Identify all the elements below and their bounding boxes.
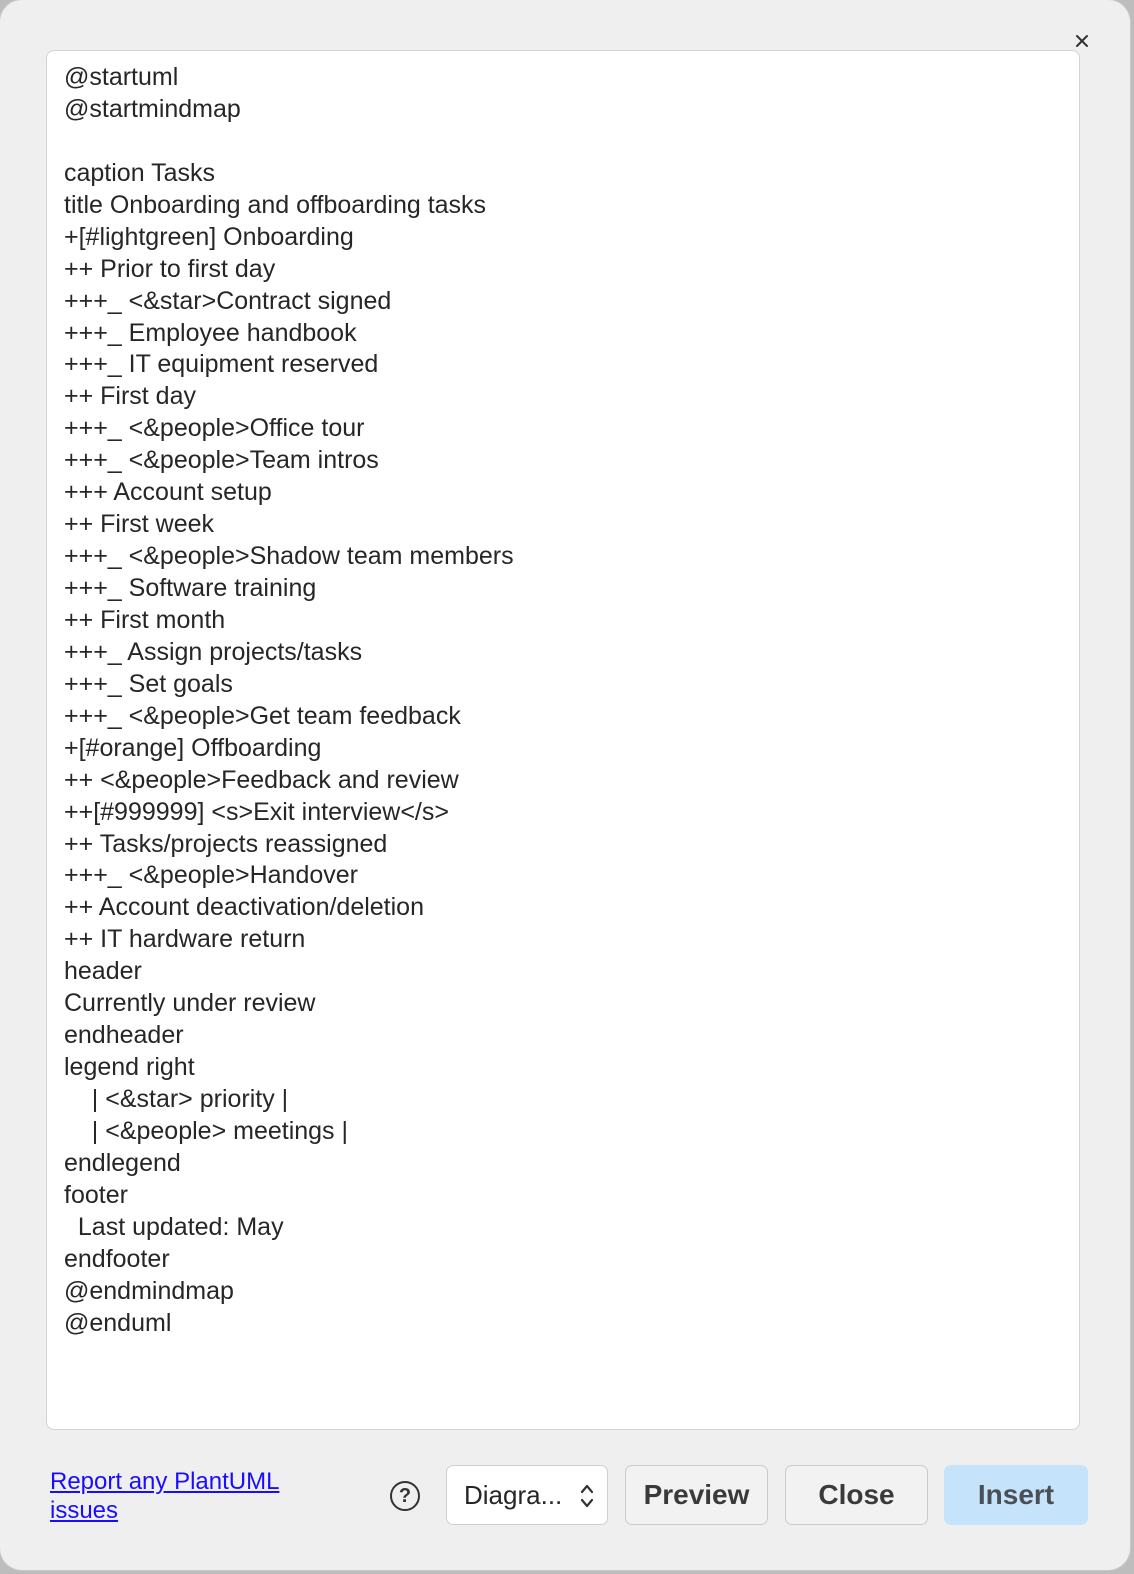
code-line: | <&people> meetings | [64, 1116, 348, 1145]
code-line: +++_ <&people>Team intros [64, 446, 379, 475]
chevron-up-down-icon [579, 1482, 595, 1510]
code-line: ++ First day [64, 382, 196, 411]
report-issues-link[interactable]: Report any PlantUML issues [50, 1468, 280, 1524]
code-line: endfooter [64, 1244, 170, 1273]
diagram-type-select[interactable] [446, 1465, 608, 1525]
code-line: footer [64, 1180, 128, 1209]
code-line: +++ Account setup [64, 478, 272, 507]
code-line: +++_ <&star>Contract signed [64, 286, 392, 315]
code-line: +++_ <&people>Shadow team members [64, 542, 514, 571]
code-line: caption Tasks [64, 158, 216, 187]
code-line: +++_ IT equipment reserved [64, 350, 379, 379]
close-button[interactable]: Close [785, 1465, 928, 1525]
code-line: +++_ Set goals [64, 669, 233, 698]
code-line: +[#lightgreen] Onboarding [64, 222, 354, 251]
code-line: header [64, 957, 142, 986]
code-line: ++ Account deactivation/deletion [64, 893, 424, 922]
code-line: legend right [64, 1053, 195, 1082]
code-line: +++_ Software training [64, 574, 317, 602]
help-icon[interactable]: ? [390, 1481, 420, 1511]
code-line: Currently under review [64, 989, 316, 1018]
code-line: ++[#999999] <s>Exit interview</s> [64, 797, 449, 826]
insert-button[interactable]: Insert [944, 1465, 1088, 1525]
code-line: +++_ Assign projects/tasks [64, 637, 363, 666]
code-line: @enduml [64, 1308, 172, 1337]
code-lines [64, 62, 514, 1340]
code-line: @endmindmap [64, 1276, 234, 1305]
code-line: @startuml [64, 63, 179, 91]
code-line: Last updated: May [64, 1212, 284, 1241]
code-line [64, 126, 514, 158]
code-line: ++ First month [64, 605, 226, 634]
close-icon-glyph [1075, 34, 1089, 48]
code-line: ++ First week [64, 510, 215, 539]
preview-button[interactable]: Preview [625, 1465, 768, 1525]
code-line: +[#orange] Offboarding [64, 733, 322, 762]
code-line: ++ Prior to first day [64, 254, 276, 283]
code-line: @startmindmap [64, 94, 241, 123]
code-line: | <&star> priority | [64, 1085, 289, 1113]
code-line: endlegend [64, 1148, 181, 1177]
diagram-type-select-value: Diagra... [464, 1479, 563, 1510]
code-line: +++_ <&people>Handover [64, 861, 358, 890]
code-line: title Onboarding and offboarding tasks [64, 190, 487, 219]
code-line: +++_ <&people>Get team feedback [64, 701, 461, 730]
code-line: +++_ Employee handbook [64, 318, 357, 347]
code-line: ++ <&people>Feedback and review [64, 765, 459, 794]
code-line: +++_ <&people>Office tour [64, 414, 365, 443]
code-line: endheader [64, 1021, 184, 1050]
code-editor[interactable] [46, 50, 1080, 1430]
code-line: ++ IT hardware return [64, 925, 306, 954]
code-line: ++ Tasks/projects reassigned [64, 829, 388, 858]
